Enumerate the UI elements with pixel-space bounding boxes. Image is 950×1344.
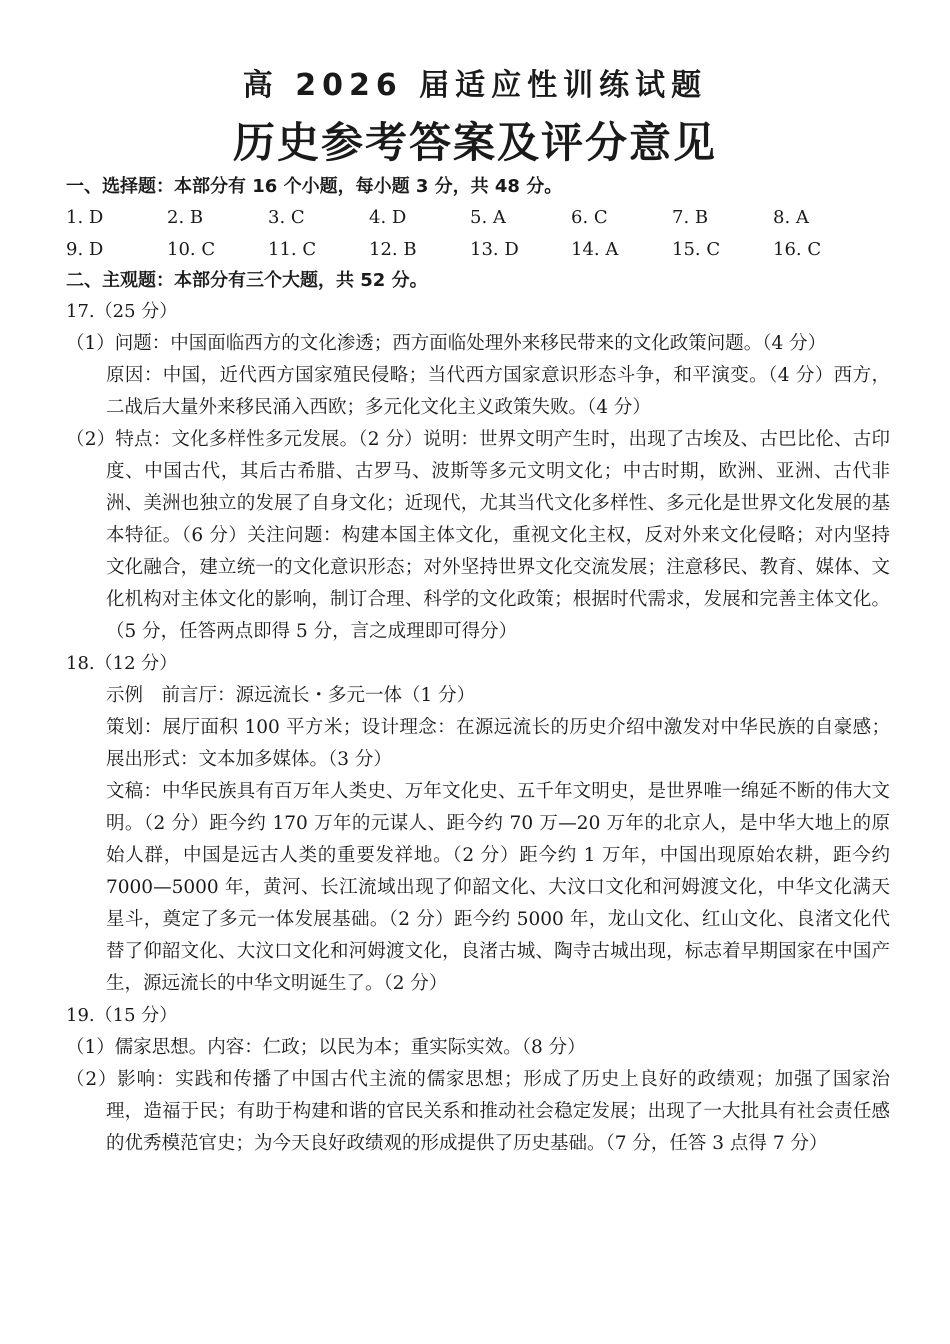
q17-part1: （1）问题：中国面临西方的文化渗透；西方面临处理外来移民带来的文化政策问题。（4 分） bbox=[66, 333, 827, 354]
answer-item: 13. D bbox=[470, 239, 519, 260]
document-title: 历史参考答案及评分意见 bbox=[232, 118, 717, 167]
answer-item: 9. D bbox=[66, 239, 104, 260]
q18-example: 示例 前言厅：源远流长・多元一体（1 分） bbox=[106, 685, 476, 706]
question-17-label: 17.（25 分） bbox=[66, 301, 178, 322]
question-18-label: 18.（12 分） bbox=[66, 653, 178, 674]
q18-draft: 文稿：中华民族具有百万年人类史、万年文化史、五千年文明史，是世界唯一绵延不断的伟大文明。（2 分）距今约 170 万年的元谋人、距今约 70 万—20 万年的北京人，是中华大地上的原始人群，中国是远古人类的重要发祥地。（2 分）距今约 1 万年，中国出现原始农耕，距今约 7000—5000 年，黄河、长江流域出现了仰韶文化、大汶口文化和河姆渡文化，中华文化满天星斗，奠定了多元一体发展基础。（2 分）距今约 5000 年，龙山文化、红山文化、良渚文化代替了仰韶文化、大汶口文化和河姆渡文化，良渚古城、陶寺古城出现，标志着早期国家在中国产生，源远流长的中华文明诞生了。（2 分） bbox=[106, 781, 890, 994]
answer-item: 14. A bbox=[571, 239, 619, 260]
q17-part2: （2）特点：文化多样性多元发展。（2 分）说明：世界文明产生时，出现了古埃及、古巴比伦、古印度、中国古代，其后古希腊、古罗马、波斯等多元文明文化；中古时期，欧洲、亚洲、古代非洲、美洲也独立的发展了自身文化；近现代，尤其当代文化多样性、多元化是世界文化发展的基本特征。（6 分）关注问题：构建本国主体文化，重视文化主权，反对外来文化侵略；对内坚持文化融合，建立统一的文化意识形态；对外坚持世界文化交流发展；注意移民、教育、媒体、文化机构对主体文化的影响，制订合理、科学的文化政策；根据时代需求，发展和完善主体文化。（5 分，任答两点即得 5 分，言之成理即可得分） bbox=[66, 429, 890, 642]
answer-item: 4. D bbox=[369, 207, 407, 228]
answer-item: 1. D bbox=[66, 207, 104, 228]
section2-heading: 二、主观题：本部分有三个大题，共 52 分。 bbox=[66, 270, 428, 291]
answers-row-1 bbox=[66, 202, 890, 234]
document-body bbox=[66, 172, 890, 1160]
answer-item: 10. C bbox=[167, 239, 216, 260]
exam-title: 高 2026 届适应性训练试题 bbox=[242, 68, 708, 103]
answer-item: 12. B bbox=[369, 239, 417, 260]
q17-part1-reason: 原因：中国，近代西方国家殖民侵略；当代西方国家意识形态斗争，和平演变。（4 分）西方，二战后大量外来移民涌入西欧；多元化文化主义政策失败。（4 分） bbox=[106, 365, 890, 418]
q18-plan: 策划：展厅面积 100 平方米；设计理念：在源远流长的历史介绍中激发对中华民族的自豪感；展出形式：文本加多媒体。（3 分） bbox=[106, 717, 890, 770]
answer-item: 7. B bbox=[672, 207, 709, 228]
answer-item: 16. C bbox=[773, 239, 822, 260]
question-19-label: 19.（15 分） bbox=[66, 1005, 178, 1026]
answer-item: 3. C bbox=[268, 207, 305, 228]
answer-item: 5. A bbox=[470, 207, 506, 228]
answer-item: 11. C bbox=[268, 239, 317, 260]
answer-item: 6. C bbox=[571, 207, 608, 228]
answer-item: 2. B bbox=[167, 207, 204, 228]
q19-part1: （1）儒家思想。内容：仁政；以民为本；重实际实效。（8 分） bbox=[66, 1037, 586, 1058]
q19-part2: （2）影响：实践和传播了中国古代主流的儒家思想；形成了历史上良好的政绩观；加强了国家治理，造福于民；有助于构建和谐的官民关系和推动社会稳定发展；出现了一大批具有社会责任感的优秀模范官史；为今天良好政绩观的形成提供了历史基础。（7 分，任答 3 点得 7 分） bbox=[66, 1069, 890, 1154]
answer-item: 8. A bbox=[773, 207, 809, 228]
answer-item: 15. C bbox=[672, 239, 721, 260]
section1-heading: 一、选择题：本部分有 16 个小题，每小题 3 分，共 48 分。 bbox=[66, 176, 563, 197]
answers-row-2 bbox=[66, 234, 890, 266]
